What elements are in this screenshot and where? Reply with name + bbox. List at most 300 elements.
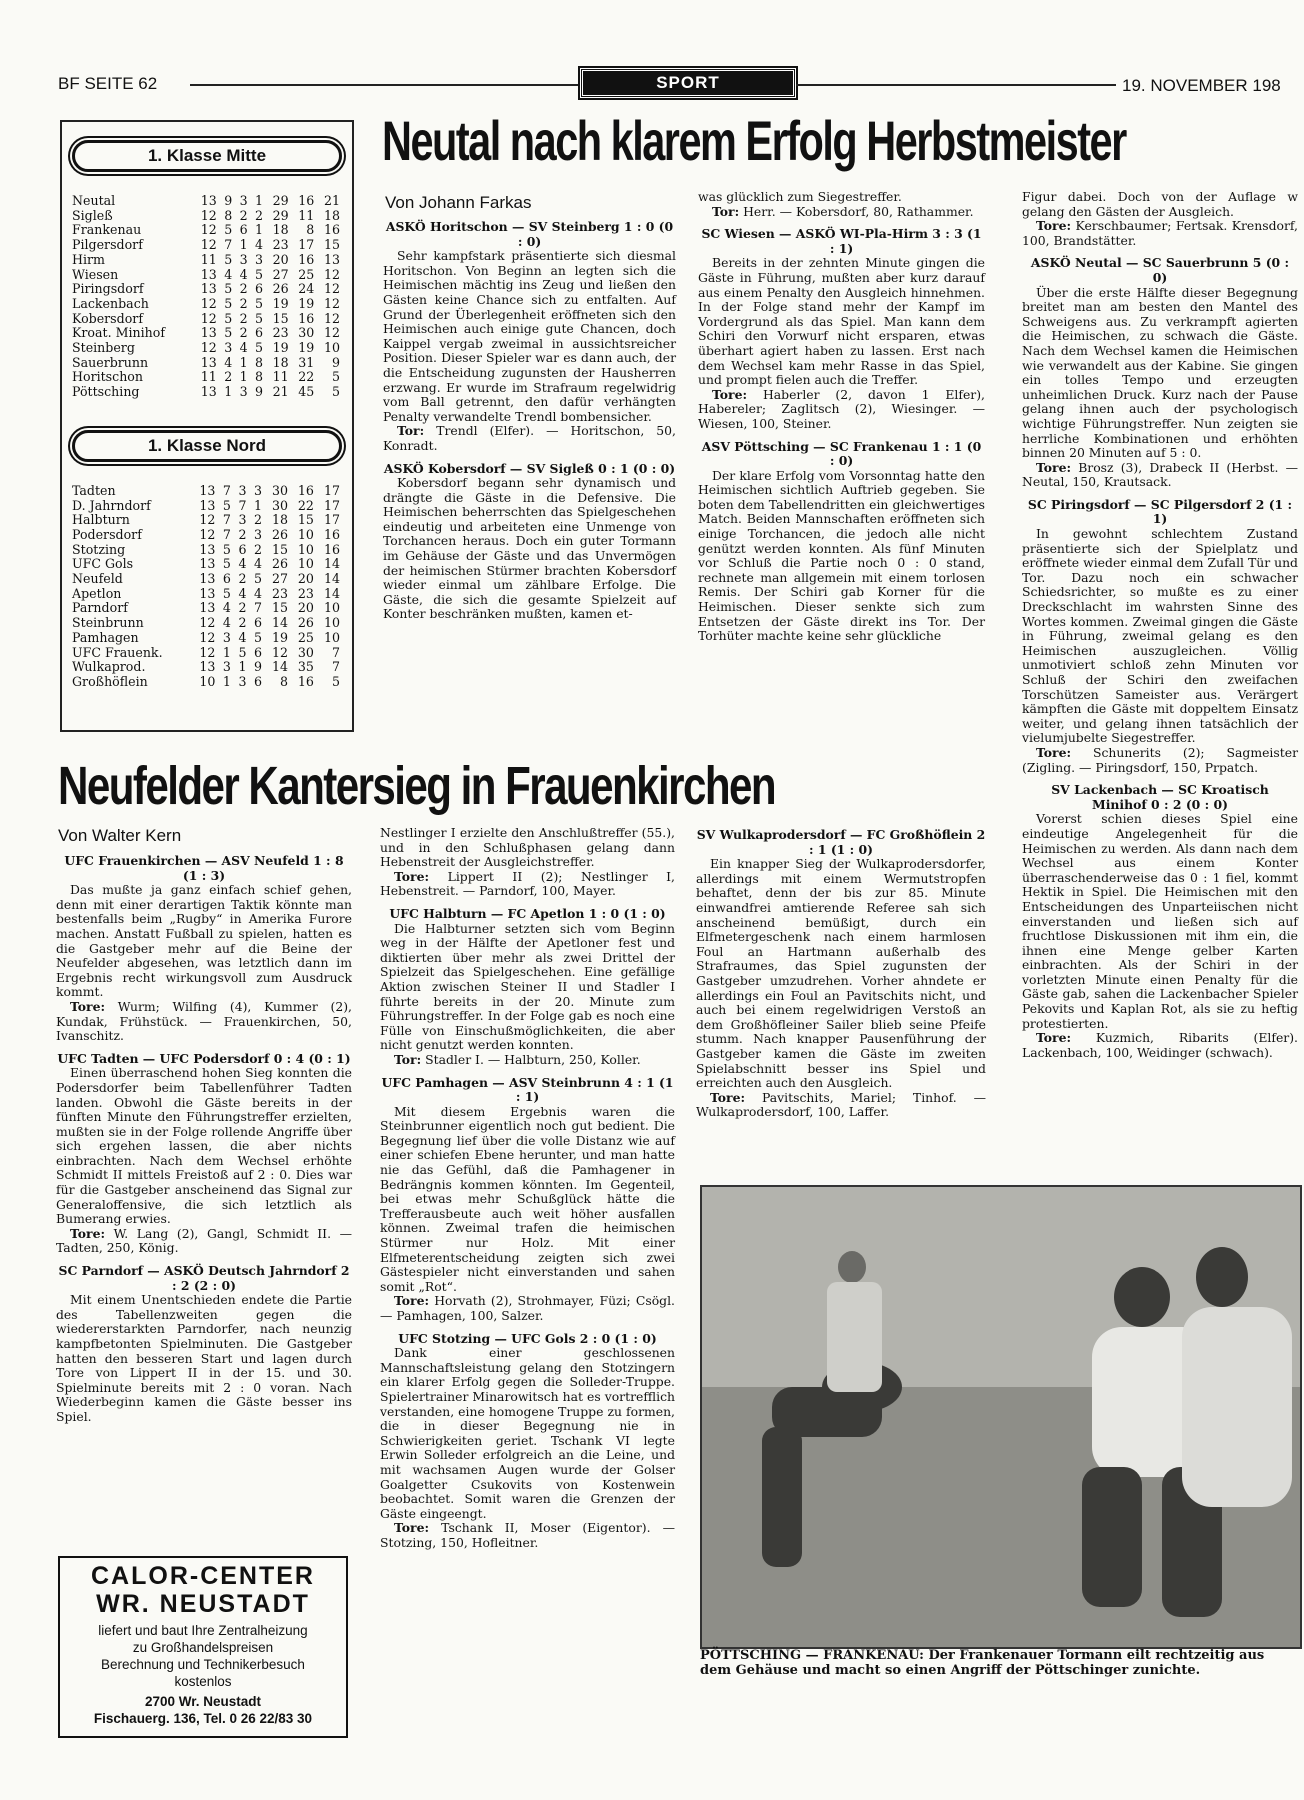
- table-cell: 5: [254, 266, 263, 282]
- table-cell: 3: [238, 512, 247, 528]
- table-cell: 4: [222, 600, 231, 616]
- match-heading: UFC Pamhagen — ASV Steinbrunn 4 : 1 (1 : 1): [381, 1074, 674, 1105]
- team-name: Wiesen: [72, 266, 119, 282]
- team-name: UFC Frauenk.: [72, 644, 163, 660]
- scorers-label: Tore:: [712, 386, 748, 402]
- ad-address: 2700 Wr. Neustadt: [144, 1694, 262, 1709]
- match-scorers: Tor: Trendl (Elfer). — Horitschon, 50, Konradt.: [383, 423, 676, 453]
- league-table-nord: [72, 484, 340, 690]
- table-cell: 16: [298, 193, 315, 208]
- match-heading: UFC Stotzing — UFC Gols 2 : 0 (1 : 0): [398, 1330, 657, 1346]
- table-cell: 8: [254, 354, 263, 370]
- table-cell: 6: [254, 644, 263, 660]
- table-row: [72, 341, 340, 356]
- table-row: [72, 385, 340, 400]
- table-cell: 4: [224, 354, 233, 370]
- table-cell: 13: [199, 556, 216, 572]
- paragraph: Kobersdorf begann sehr dynamisch und drängte die Gäste in die Defensive. Die Heimischen beherrschten das Spielgeschehen eindeutig und arbeiteten eine Unmenge von Torchancen heraus. Doch ein guter Tormann im Gehäuse der Gäste und das Unvermögen der heimischen Stürmer brachten Kobersdorf wieder einmal um zählbare Erfolge. Die Gäste, die sich die gesamte Spielzeit auf Konter beschränken mußten, kamen et-: [383, 475, 676, 622]
- table-row: [72, 675, 340, 690]
- scorers-label: Tore:: [394, 868, 430, 884]
- table-cell: 3: [224, 340, 233, 356]
- table-cell: 10: [297, 541, 314, 557]
- table-cell: 1: [239, 237, 248, 253]
- section-label: SPORT: [580, 68, 796, 98]
- table-cell: 15: [297, 512, 314, 528]
- table-cell: 1: [254, 497, 263, 513]
- table-cell: 23: [271, 585, 288, 601]
- table-cell: 14: [323, 585, 340, 601]
- table-cell: 9: [224, 193, 233, 208]
- table-cell: 2: [254, 512, 263, 528]
- table-row: [72, 616, 340, 631]
- match-heading: UFC Tadten — UFC Podersdorf 0 : 4 (0 : 1): [57, 1050, 351, 1066]
- table-cell: 16: [297, 482, 314, 498]
- table-cell: 7: [238, 497, 247, 513]
- photo-caption: [700, 1648, 1298, 1678]
- table-cell: 5: [331, 369, 340, 385]
- team-name: Parndorf: [72, 600, 128, 616]
- table-cell: 12: [199, 644, 216, 660]
- table-cell: 13: [199, 497, 216, 513]
- table-cell: 6: [254, 615, 263, 631]
- paragraph: Mit einem Unentschieden endete die Partie des Tabellenzweiten gegen die wiedererstarkten Parndorfer, nach neunzig kampfbetonten Spielminuten. Die Gastgeber hatten den besseren Start und lagen durch Tore von Lippert II in der 15. und 30. Spielminute bereits mit 2 : 0 voran. Nach Wiederbeginn kamen die Gäste besser ins Spiel.: [56, 1292, 352, 1424]
- paragraph: Die Halbturner setzten sich vom Beginn weg in der Hälfte der Apetloner fest und diktierten über mehr als zwei Drittel der Spielzeit das Spielgeschehen. Eine gefällige Aktion zwischen Steiner II und Stadler I führte bereits in der 20. Minute zum Führungstreffer. In der Folge gab es noch eine Fülle von Einschußmöglichkeiten, die aber nicht genutzt werden konnten.: [380, 920, 675, 1053]
- match-heading: ASKÖ Horitschon — SV Steinberg 1 : 0 (0 : 0): [385, 219, 674, 249]
- table-row: [72, 268, 340, 283]
- table-cell: 3: [239, 384, 248, 400]
- paragraph: Über die erste Hälfte dieser Begegnung breitet man am besten den Mantel des Schweigens aus. Zu verkrampft agierten die Heimischen, zu schwach die Gäste. Nach dem Wechsel kamen die Heimischen wie verwandelt aus der Kabine. Sie gingen ein tolles Tempo und erzeugten unheimlichen Druck. Kurz nach der Pause gelang ihnen auch der psychologisch wichtige Führungstreffer. Nun zeigten sie herrliche Kombinationen und erhöhten binnen 20 Minuten auf 5 : 0.: [1022, 284, 1298, 461]
- table-cell: 9: [254, 659, 263, 675]
- team-name: Hirm: [72, 251, 105, 267]
- paragraph: Dank einer geschlossenen Mannschaftsleistung gelang den Stotzingern ein klarer Erfolg gegen die Solleder-Truppe. Spielertrainer Minarowitsch hat es vortrefflich verstanden, eine homogene Truppe zu formen, die in dieser Begegnung nie in Schwierigkeiten geriet. Tschank VI legte Erwin Solleder erfolgreich an die Leine, und mit wachsamen Augen wurde der Golser Goalgetter Csukovits von Kostenwein beobachtet. Somit waren die Grenzen der Gäste eingeengt.: [380, 1345, 675, 1521]
- table-cell: 9: [331, 354, 340, 370]
- team-name: Kobersdorf: [72, 310, 143, 326]
- ad-title-2: WR. NEUSTADT: [96, 1590, 310, 1618]
- ad-phone: Fischauerg. 136, Tel. 0 26 22/83 30: [93, 1711, 313, 1726]
- table-cell: 6: [254, 325, 263, 341]
- table-cell: 5: [254, 295, 263, 311]
- table-cell: 7: [224, 237, 233, 253]
- league-table-mitte: [72, 194, 340, 400]
- table-cell: 10: [199, 673, 216, 689]
- table-cell: 7: [222, 526, 231, 542]
- match-scorers: Tore: Horvath (2), Strohmayer, Füzi; Csögl. — Pamhagen, 100, Salzer.: [380, 1293, 675, 1323]
- team-name: Neufeld: [72, 571, 123, 587]
- table-cell: 17: [323, 497, 340, 513]
- scorers-label: Tor:: [712, 203, 740, 219]
- match-heading: ASV Pöttsching — SC Frankenau 1 : 1 (0 : 0): [701, 438, 982, 469]
- page-label: BF SEITE 62: [58, 74, 158, 93]
- table-cell: 5: [224, 310, 233, 326]
- paragraph: Ein knapper Sieg der Wulkaprodersdorfer, allerdings mit einem Wermutstropfen behaftet, denn der bis zur 85. Minute einwandfrei amtierende Referee sah sich anscheinend bemüßigt, durch ein Elfmetergeschenk nach einem harmlosen Foul an Hartmann außerhalb des Strafraumes, das Spiel zugunsten der Gastgeber umzudrehen. Vorher ahndete er allerdings ein Foul an Pavitschits nicht, und auch bei einem regelwidrigen Verstoß an dem Großhöfleiner Sailer blieb seine Pfeife stumm. Nach knapper Pausenführung der Gastgeber kamen die Gäste im zweiten Spielabschnitt besser ins Spiel und erreichten auch den Ausgleich.: [696, 856, 986, 1091]
- article2-column-1: [56, 852, 352, 1425]
- table-cell: 27: [272, 266, 289, 282]
- table-cell: 5: [222, 541, 231, 557]
- table-cell: 5: [254, 571, 263, 587]
- table-row: [72, 223, 340, 238]
- league-tables-box: [60, 120, 354, 732]
- table-title-nord: 1. Klasse Nord: [72, 430, 342, 462]
- page-date: 19. NOVEMBER 198: [1122, 76, 1281, 95]
- table-cell: 10: [297, 526, 314, 542]
- table-cell: 13: [200, 325, 217, 341]
- table-cell: 5: [224, 281, 233, 297]
- table-row: [72, 587, 340, 602]
- table-row: [72, 209, 340, 224]
- table-cell: 15: [272, 310, 289, 326]
- table-cell: 17: [323, 482, 340, 498]
- table-cell: 5: [222, 556, 231, 572]
- table-cell: 17: [298, 237, 315, 253]
- table-cell: 12: [323, 310, 340, 326]
- ad-line-6: kostenlos: [174, 1674, 232, 1689]
- table-cell: 11: [200, 251, 217, 267]
- scorers-label: Tore:: [1036, 1030, 1072, 1046]
- table-cell: 4: [224, 266, 233, 282]
- match-scorers: Tore: W. Lang (2), Gangl, Schmidt II. — Tadten, 250, König.: [56, 1225, 352, 1256]
- table-cell: 7: [254, 600, 263, 616]
- paragraph: In gewohnt schlechtem Zustand präsentierte sich der Spielplatz und eröffnete wieder einmal dem Zufall Tür und Tor. Dazu noch ein schwacher Schiedsrichter, so mußte es zu einer Dreckschlacht im wahrsten Sinne des Wortes kommen. Zweimal gingen die Gäste in Führung, zweimal gelang es den Heimischen auszugleichen. Völlig unmotiviert schloß zehn Minuten vor Schluß der Schiri den zweifachen Torschützen Sameister aus. Verärgert kämpften die Gäste mit doppeltem Einsatz weiter, und gelang ihnen tatsächlich der vielumjubelte Siegestreffer.: [1022, 526, 1298, 746]
- table-cell: 8: [306, 222, 315, 238]
- table-cell: 16: [323, 222, 340, 238]
- table-cell: 15: [271, 541, 288, 557]
- table-cell: 16: [298, 310, 315, 326]
- paragraph: Figur dabei. Doch von der Auflage w gelang den Gästen der Ausgleich.: [1022, 189, 1298, 219]
- table-row: [72, 370, 340, 385]
- table-cell: 11: [272, 369, 289, 385]
- table-cell: 2: [239, 281, 248, 297]
- team-name: Stotzing: [72, 541, 126, 557]
- team-name: Sauerbrunn: [72, 354, 149, 370]
- table-cell: 27: [271, 571, 288, 587]
- scorers-label: Tor:: [394, 1051, 422, 1067]
- team-name: Neutal: [72, 193, 116, 208]
- table-cell: 4: [239, 340, 248, 356]
- paragraph: Nestlinger I erzielte den Anschlußtreffer (55.), und in den Schlußphasen gelang dann Hebenstreit der Ausgleichstreffer.: [380, 825, 675, 870]
- table-cell: 12: [323, 281, 340, 297]
- table-row: [72, 194, 340, 209]
- table-cell: 5: [222, 585, 231, 601]
- table-cell: 18: [271, 512, 288, 528]
- table-cell: 2: [254, 207, 263, 223]
- table-cell: 1: [254, 222, 263, 238]
- table-cell: 5: [224, 325, 233, 341]
- table-cell: 45: [298, 384, 315, 400]
- table-row: [72, 484, 340, 499]
- table-cell: 5: [222, 497, 231, 513]
- table-cell: 7: [331, 644, 340, 660]
- table-cell: 1: [254, 193, 263, 208]
- table-cell: 6: [254, 673, 263, 689]
- match-heading: UFC Halbturn — FC Apetlon 1 : 0 (1 : 0): [389, 905, 666, 921]
- table-cell: 10: [323, 600, 340, 616]
- team-name: Wulkaprod.: [72, 659, 146, 675]
- table-cell: 30: [298, 325, 315, 341]
- table-cell: 16: [297, 673, 314, 689]
- table-cell: 2: [238, 615, 247, 631]
- header-rule-right: [796, 84, 1116, 86]
- table-cell: 18: [272, 354, 289, 370]
- table-cell: 26: [271, 526, 288, 542]
- article1-column-1: [383, 218, 676, 622]
- table-cell: 2: [239, 207, 248, 223]
- match-heading: SV Wulkaprodersdorf — FC Großhöflein 2 : 1 (1 : 0): [696, 827, 986, 857]
- table-row: [72, 660, 340, 675]
- match-scorers: Tore: Schunerits (2); Sagmeister (Zigling. — Piringsdorf, 150, Prpatch.: [1022, 744, 1298, 775]
- table-cell: 20: [297, 600, 314, 616]
- table-cell: 2: [239, 325, 248, 341]
- table-cell: 12: [200, 295, 217, 311]
- table-cell: 13: [199, 659, 216, 675]
- photo-caption-lead: PÖTTSCHING — FRANKENAU:: [700, 1648, 924, 1663]
- article2-column-2: [380, 826, 675, 1551]
- table-cell: 12: [200, 207, 217, 223]
- team-name: Podersdorf: [72, 526, 142, 542]
- ad-title-1: CALOR-CENTER: [91, 1562, 315, 1590]
- table-title-mitte: 1. Klasse Mitte: [72, 140, 342, 172]
- table-row: [72, 631, 340, 646]
- paragraph: Mit diesem Ergebnis waren die Steinbrunner eigentlich noch gut bedient. Die Begegnung lief über die volle Distanz wie auf einer schiefen Ebene herunter, und man hatte nie das Gefühl, daß die Pamhagener in Bedrängnis kommen könnten. Im Gegenteil, bei etwas mehr Schußglück hätte die Trefferausbeute auch weit höher ausfallen können. Zweimal trafen die heimischen Stürmer nur Holz. Mit einer Elfmeterentscheidung zeigten sich zwei Gästespieler nicht einverstanden und sahen somit „Rot“.: [380, 1103, 675, 1294]
- match-scorers: Tore: Lippert II (2); Nestlinger I, Hebenstreit. — Parndorf, 100, Mayer.: [380, 868, 675, 899]
- paragraph: Bereits in der zehnten Minute gingen die Gäste in Führung, mußten aber kurz darauf aus einem Penalty den Ausgleich hinnehmen. In der Folge stand mehr der Kampf im Vordergrund als das Spiel. Man kann dem Schiri den Vorwurf nicht ersparen, etwas überhart agiert haben zu lassen. Erst nach dem Wechsel kam mehr Rasse in das Spiel, und prompt fielen auch die Treffer.: [698, 255, 985, 388]
- match-heading: UFC Frauenkirchen — ASV Neufeld 1 : 8 (1 : 3): [64, 853, 344, 883]
- table-row: [72, 499, 340, 514]
- table-row: [72, 601, 340, 616]
- team-name: Piringsdorf: [72, 281, 144, 297]
- table-cell: 14: [323, 556, 340, 572]
- table-cell: 20: [297, 571, 314, 587]
- table-cell: 8: [224, 207, 233, 223]
- table-cell: 29: [272, 193, 289, 208]
- table-cell: 13: [200, 266, 217, 282]
- table-row: [72, 528, 340, 543]
- table-cell: 22: [297, 497, 314, 513]
- table-cell: 7: [222, 482, 231, 498]
- table-cell: 4: [239, 266, 248, 282]
- team-name: Pilgersdorf: [72, 237, 143, 253]
- table-cell: 1: [224, 384, 233, 400]
- table-cell: 12: [323, 295, 340, 311]
- table-cell: 12: [200, 310, 217, 326]
- table-cell: 7: [222, 512, 231, 528]
- table-cell: 30: [271, 482, 288, 498]
- table-cell: 6: [254, 281, 263, 297]
- table-cell: 4: [222, 615, 231, 631]
- team-name: Frankenau: [72, 222, 142, 238]
- table-cell: 1: [239, 354, 248, 370]
- match-heading: SC Parndorf — ASKÖ Deutsch Jahrndorf 2 : 2 (2 : 0): [58, 1263, 350, 1293]
- team-name: Pöttsching: [72, 384, 140, 400]
- article2-headline: Neufelder Kantersieg in Frauenkirchen: [58, 756, 776, 816]
- table-cell: 17: [323, 512, 340, 528]
- table-cell: 16: [323, 541, 340, 557]
- table-cell: 5: [224, 295, 233, 311]
- table-cell: 12: [200, 222, 217, 238]
- ad-line-3: liefert und baut Ihre Zentralheizung: [98, 1623, 308, 1638]
- table-cell: 2: [254, 541, 263, 557]
- table-cell: 6: [238, 541, 247, 557]
- table-cell: 14: [271, 659, 288, 675]
- table-cell: 4: [254, 237, 263, 253]
- table-cell: 14: [271, 615, 288, 631]
- team-name: UFC Gols: [72, 556, 134, 572]
- header-rule-left: [190, 84, 578, 86]
- table-cell: 12: [323, 266, 340, 282]
- table-cell: 29: [272, 207, 289, 223]
- table-cell: 2: [238, 526, 247, 542]
- paragraph: Das mußte ja ganz einfach schief gehen, denn mit einer derartigen Taktik könnte man bestenfalls beim „Rugby“ in Amerika Furore machen. Anstatt Fußball zu spielen, hatten es die Gastgeber mehr auf die Beine der Neufelder abgesehen, was letztlich dann im Ergebnis recht wirkungsvoll zum Ausdruck kommt.: [56, 882, 352, 1000]
- table-row: [72, 572, 340, 587]
- table-row: [72, 513, 340, 528]
- table-cell: 4: [254, 556, 263, 572]
- table-cell: 30: [271, 497, 288, 513]
- table-cell: 10: [323, 615, 340, 631]
- team-name: Großhöflein: [72, 673, 148, 689]
- team-name: Lackenbach: [72, 295, 149, 311]
- table-cell: 5: [254, 340, 263, 356]
- table-cell: 13: [199, 482, 216, 498]
- table-cell: 5: [224, 251, 233, 267]
- table-row: [72, 543, 340, 558]
- scorers-label: Tore:: [70, 1225, 106, 1241]
- table-cell: 24: [298, 281, 315, 297]
- photo-caption-text: Der Frankenauer Tormann eilt rechtzeitig aus dem Gehäuse und macht so einen Angriff der Pöttschinger zunichte.: [700, 1648, 1265, 1678]
- match-scorers: Tore: Brosz (3), Drabeck II (Herbst. — Neutal, 150, Krautsack.: [1022, 459, 1298, 490]
- table-cell: 25: [298, 266, 315, 282]
- table-cell: 3: [238, 673, 247, 689]
- table-cell: 3: [254, 251, 263, 267]
- paragraph: Sehr kampfstark präsentierte sich diesmal Horitschon. Von Beginn an legten sich die Heimischen mächtig ins Zeug und ließen den Gästen keine Chance sich zu entfalten. Auf Grund der Überlegenheit eröffneten sich den Heimischen auch einige gute Chancen, doch Kaippel vergab zweimal in aussichtsreicher Position. Dieser Spieler war es dann auch, der die Entscheidung zugunsten der Hausherren erzwang. Er wurde im Strafraum regelwidrig vom Ball getrennt, den dafür verhängten Penalty verwandelte Trendl bombensicher.: [383, 248, 676, 424]
- match-heading: ASKÖ Kobersdorf — SV Sigleß 0 : 1 (0 : 0): [383, 460, 676, 476]
- scorers-label: Tore:: [1036, 218, 1072, 234]
- paragraph: Vorerst schien dieses Spiel eine eindeutige Angelegenheit für die Heimischen zu werden. Als dann nach dem Wechsel aus einem Konter überraschenderweise das 0 : 1 fiel, kommt Hektik in Spiel. Die Heimischen mit den Entscheidungen des Unparteiischen nicht einverstanden und ließen sich auf fruchtlose Diskussionen mit ihm ein, die ihnen eine Menge gelber Karten einbrachten. Als der Schiri in der vorletzten Minute einen Penalty für die Gäste gab, sahen die Lackenbacher Spieler Pekovits und Kaplan Rot, als sie zu heftig protestierten.: [1022, 811, 1298, 1031]
- table-cell: 11: [298, 207, 315, 223]
- table-cell: 13: [200, 354, 217, 370]
- table-cell: 3: [254, 482, 263, 498]
- team-name: Steinbrunn: [72, 615, 144, 631]
- paragraph: Der klare Erfolg vom Vorsonntag hatte den Heimischen sichtlich Auftrieb gegeben. Sie boten dem Tabellendritten ein gleichwertiges Match. Beiden Mannschaften eröffneten sich einige Torchancen, die jedoch alle nicht genützt werden konnten. Als fünf Minuten vor Schluß die Partie noch 0 : 0 stand, rechnete man allgemein mit einem torlosen Remis. Der Schiri gab Korner für die Heimischen. Dieser senkte sich zum Entsetzen der Gäste direkt ins Tor. Der Torhüter machte keine sehr glückliche: [698, 467, 985, 644]
- table-row: [72, 282, 340, 297]
- table-cell: 12: [199, 512, 216, 528]
- table-cell: 19: [272, 340, 289, 356]
- article2-byline: Von Walter Kern: [58, 826, 182, 845]
- table-cell: 3: [254, 526, 263, 542]
- scorers-label: Tore:: [70, 998, 106, 1014]
- match-scorers: Tor: Herr. — Kobersdorf, 80, Rathammer.: [712, 203, 974, 219]
- table-cell: 2: [224, 369, 233, 385]
- scorers-label: Tore:: [394, 1293, 430, 1309]
- team-name: Tadten: [72, 482, 116, 498]
- table-cell: 14: [323, 571, 340, 587]
- table-cell: 6: [222, 571, 231, 587]
- table-row: [72, 646, 340, 661]
- scorers-label: Tore:: [1036, 459, 1072, 475]
- table-cell: 1: [222, 673, 231, 689]
- team-name: Steinberg: [72, 340, 135, 356]
- table-cell: 18: [323, 207, 340, 223]
- table-cell: 7: [331, 659, 340, 675]
- table-cell: 3: [239, 193, 248, 208]
- table-cell: 13: [200, 281, 217, 297]
- team-name: Sigleß: [72, 207, 113, 223]
- table-cell: 9: [254, 384, 263, 400]
- table-cell: 2: [239, 310, 248, 326]
- table-cell: 25: [297, 629, 314, 645]
- table-cell: 2: [238, 571, 247, 587]
- table-cell: 12: [271, 644, 288, 660]
- team-name: Halbturn: [72, 512, 130, 528]
- table-cell: 3: [222, 629, 231, 645]
- match-photo: [700, 1185, 1302, 1649]
- table-cell: 19: [271, 629, 288, 645]
- table-cell: 10: [297, 556, 314, 572]
- team-name: Horitschon: [72, 369, 143, 385]
- team-name: D. Jahrndorf: [72, 497, 151, 513]
- match-scorers: Tor: Stadler I. — Halbturn, 250, Koller.: [394, 1051, 641, 1067]
- table-cell: 8: [279, 673, 288, 689]
- table-cell: 5: [254, 310, 263, 326]
- table-cell: 5: [331, 384, 340, 400]
- table-cell: 19: [298, 295, 315, 311]
- table-cell: 13: [200, 193, 217, 208]
- match-scorers: Tore: Tschank II, Moser (Eigentor). — Stotzing, 150, Hofleitner.: [380, 1520, 675, 1550]
- table-cell: 12: [199, 526, 216, 542]
- match-scorers: Tore: Kerschbaumer; Fertsak. Krensdorf, 100, Brandstätter.: [1022, 218, 1298, 248]
- table-cell: 18: [272, 222, 289, 238]
- match-scorers: Tore: Kuzmich, Ribarits (Elfer). Lackenbach, 100, Weidinger (schwach).: [1022, 1030, 1298, 1060]
- ad-line-5: Berechnung und Technikerbesuch: [101, 1657, 305, 1672]
- match-scorers: Tore: Pavitschits, Mariel; Tinhof. — Wulkaprodersdorf, 100, Laffer.: [696, 1089, 986, 1120]
- table-cell: 13: [199, 585, 216, 601]
- table-cell: 19: [272, 295, 289, 311]
- table-cell: 1: [239, 369, 248, 385]
- table-cell: 13: [199, 541, 216, 557]
- table-cell: 10: [323, 629, 340, 645]
- table-cell: 12: [199, 615, 216, 631]
- calor-center-ad: [58, 1556, 348, 1738]
- table-row: [72, 326, 340, 341]
- table-cell: 5: [331, 673, 340, 689]
- team-name: Pamhagen: [72, 629, 139, 645]
- table-cell: 3: [222, 659, 231, 675]
- match-photo-illustration: [702, 1187, 1300, 1647]
- table-cell: 23: [297, 585, 314, 601]
- article1-byline: Von Johann Farkas: [385, 193, 532, 212]
- article1-column-3: [1022, 189, 1298, 1060]
- table-cell: 1: [238, 659, 247, 675]
- table-cell: 6: [239, 222, 248, 238]
- table-cell: 3: [238, 482, 247, 498]
- table-row: [72, 253, 340, 268]
- scorers-label: Tor:: [397, 423, 425, 439]
- team-name: Apetlon: [72, 585, 122, 601]
- match-scorers: Tore: Haberler (2, davon 1 Elfer), Habereler; Zaglitsch (2), Wiesinger. — Wiesen, 100, Steiner.: [698, 386, 985, 431]
- table-cell: 16: [323, 526, 340, 542]
- table-cell: 16: [298, 251, 315, 267]
- table-row: [72, 297, 340, 312]
- table-cell: 11: [200, 369, 217, 385]
- paragraph: Einen überraschend hohen Sieg konnten die Podersdorfer beim Tabellenführer Tadten landen. Obwohl die Gäste bereits in der fünften Minute den Führungstreffer erzielten, mußten sie in der Folge rollende Angriffe über sich ergehen lassen, die aber nichts einbrachten. Nach dem Wechsel erhöhte Schmidt II mittels Freistoß auf 2 : 0. Dies war für die Gastgeber anscheinend das Signal zur Generaloffensive, die sich letztlich als Bumerang erwies.: [56, 1065, 352, 1227]
- table-row: [72, 557, 340, 572]
- article1-column-2: [698, 190, 985, 644]
- table-cell: 13: [199, 600, 216, 616]
- table-cell: 15: [271, 600, 288, 616]
- table-row: [72, 312, 340, 327]
- table-cell: 5: [254, 629, 263, 645]
- match-heading: ASKÖ Neutal — SC Sauerbrunn 5 (0 : 0): [1030, 255, 1290, 285]
- table-cell: 1: [222, 644, 231, 660]
- table-cell: 20: [272, 251, 289, 267]
